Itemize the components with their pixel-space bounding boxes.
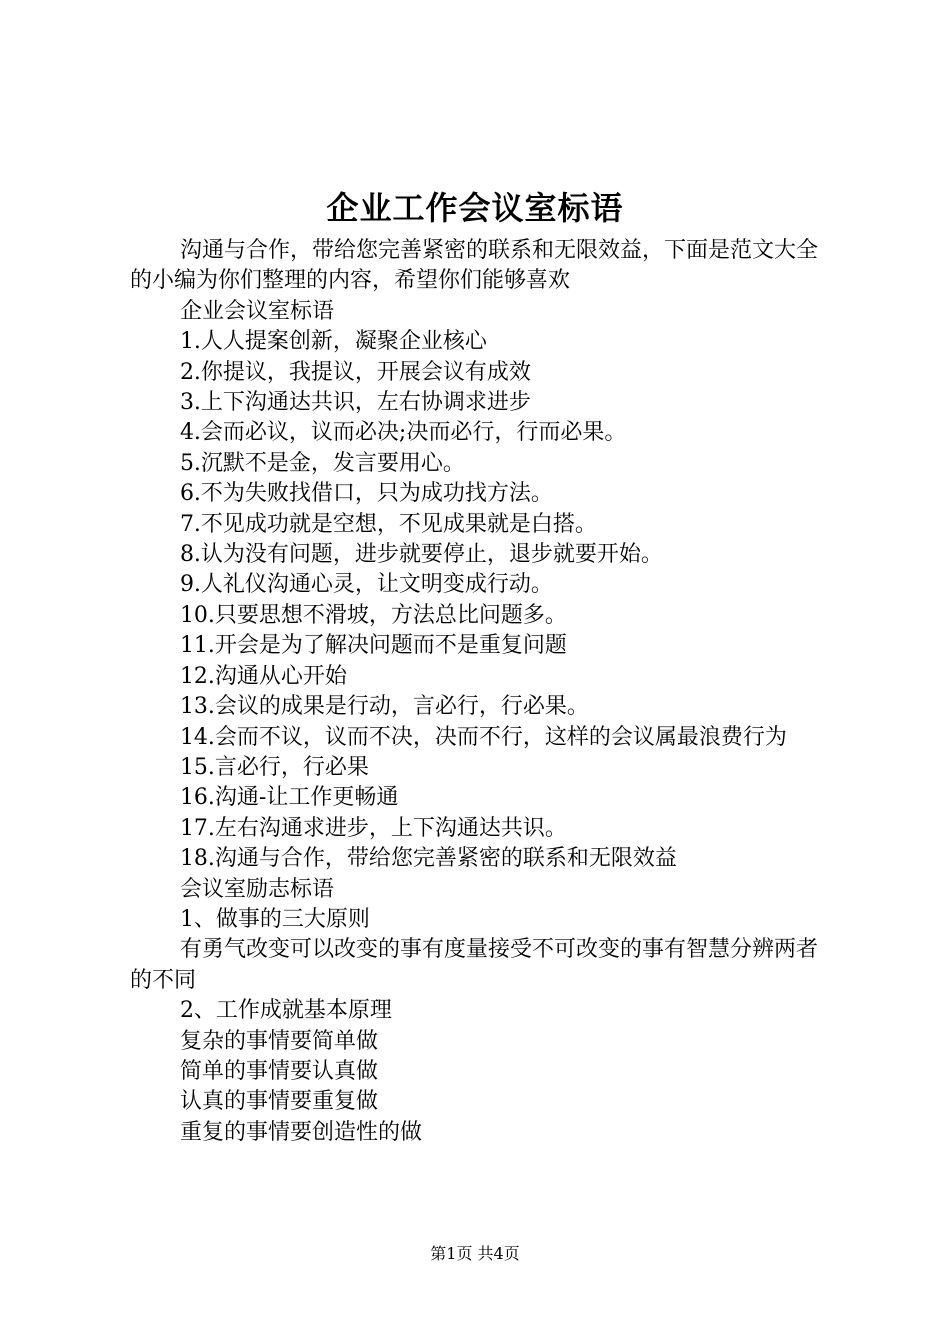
paragraph: 10.只要思想不滑坡，方法总比问题多。: [179, 602, 567, 628]
paragraph: 17.左右沟通求进步，上下沟通达共识。: [179, 815, 567, 841]
paragraph: 18.沟通与合作，带给您完善紧密的联系和无限效益: [179, 846, 677, 872]
paragraph: 2.你提议，我提议，开展会议有成效: [179, 359, 531, 385]
document-body: [130, 236, 835, 1148]
paragraph: 13.会议的成果是行动，言必行，行必果。: [179, 694, 589, 720]
paragraph: 16.沟通-让工作更畅通: [179, 785, 399, 811]
paragraph: 有勇气改变可以改变的事有度量接受不可改变的事有智慧分辨两者的不同: [130, 937, 818, 993]
paragraph: 14.会而不议，议而不决，决而不行，这样的会议属最浪费行为: [179, 724, 787, 750]
paragraph: 5.沉默不是金，发言要用心。: [179, 450, 465, 476]
paragraph: 认真的事情要重复做: [179, 1089, 378, 1115]
paragraph: 7.不见成功就是空想，不见成果就是白搭。: [179, 511, 597, 537]
paragraph: 会议室励志标语: [179, 876, 334, 902]
paragraph: 12.沟通从心开始: [179, 663, 347, 689]
paragraph: 沟通与合作，带给您完善紧密的联系和无限效益，下面是范文大全的小编为你们整理的内容，希望你们能够喜欢: [130, 238, 818, 294]
paragraph: 企业会议室标语: [179, 298, 334, 324]
paragraph: 15.言必行，行必果: [179, 754, 369, 780]
paragraph: 简单的事情要认真做: [179, 1058, 378, 1084]
paragraph: 1、做事的三大原则: [179, 906, 370, 932]
paragraph: 复杂的事情要简单做: [179, 1028, 378, 1054]
paragraph: 重复的事情要创造性的做: [179, 1119, 422, 1145]
paragraph: 4.会而必议，议而必决;决而必行，行而必果。: [179, 420, 627, 446]
paragraph: 8.认为没有问题，进步就要停止，退步就要开始。: [179, 542, 663, 568]
paragraph: 1.人人提案创新，凝聚企业核心: [179, 329, 487, 355]
paragraph: 3.上下沟通达共识，左右协调求进步: [179, 390, 531, 416]
paragraph: 11.开会是为了解决问题而不是重复问题: [179, 633, 567, 659]
paragraph: 9.人礼仪沟通心灵，让文明变成行动。: [179, 572, 553, 598]
paragraph: 6.不为失败找借口，只为成功找方法。: [179, 481, 553, 507]
page-footer: 第1页 共4页: [430, 1244, 520, 1263]
document-title: 企业工作会议室标语: [326, 189, 624, 227]
paragraph: 2、工作成就基本原理: [179, 998, 392, 1024]
